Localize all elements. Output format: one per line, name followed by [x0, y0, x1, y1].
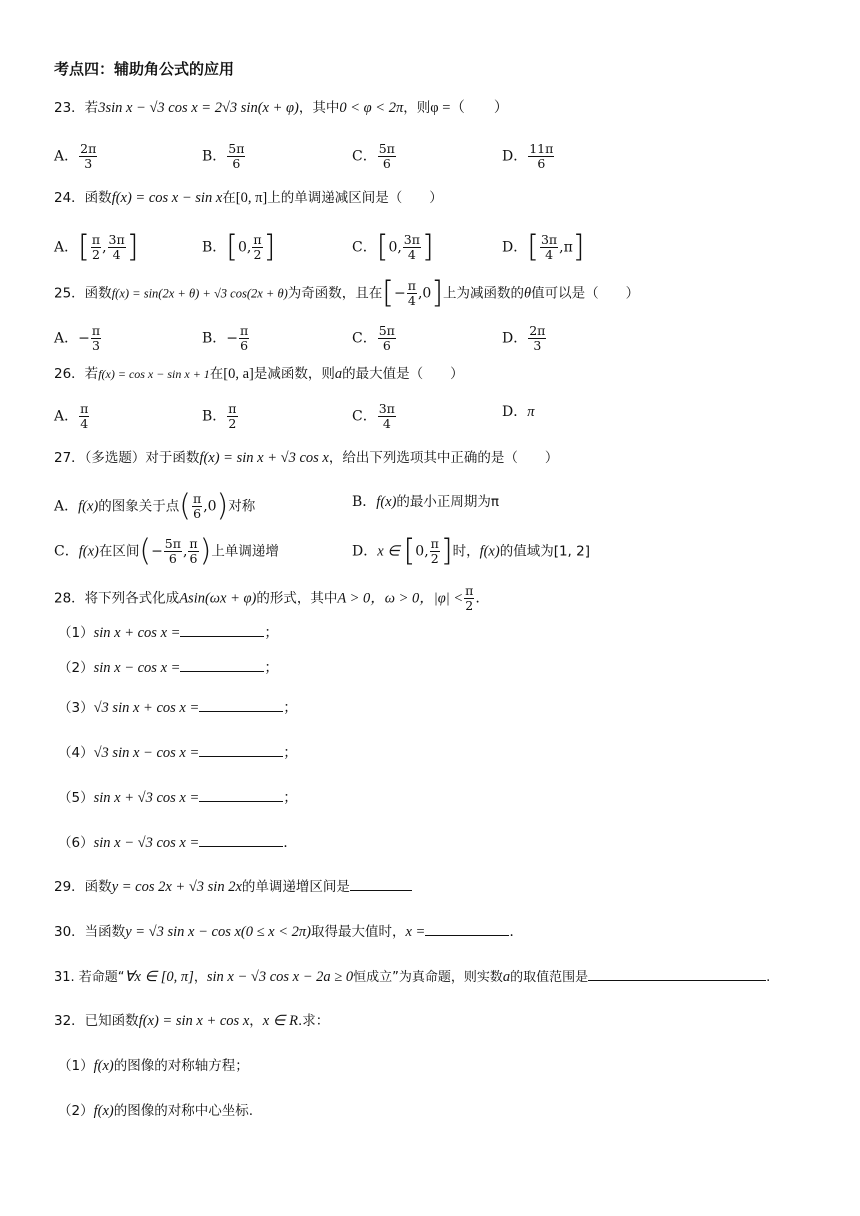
q26-option-b[interactable]: B． $\frac{\pi}{2}$ — [202, 401, 237, 431]
question-25-stem: 25．函数f(x) = sin(2x + θ) + √3 cos(2x + θ)为奇函数，且在[− $\frac{\pi}{4}$ ,0]上为减函数的θ值可以是（ ） — [54, 275, 640, 311]
q28-item-4: （4）√3 sin x − cos x = ； — [58, 742, 297, 763]
q27-option-b[interactable]: B．f(x)的最小正周期为π — [352, 494, 500, 510]
q24-option-d[interactable]: D．[ $\frac{3\pi}{4}$ ,π] — [502, 229, 585, 265]
q23-option-d[interactable]: D． $\frac{11\pi}{6}$ — [502, 141, 554, 171]
question-28-stem: 28．将下列各式化成Asin(ωx + φ)的形式，其中A > 0，ω > 0，|φ| < $\frac{\pi}{2}$ . — [54, 583, 480, 613]
answer-blank[interactable] — [199, 832, 283, 847]
q28-item-2: （2）sin x − cos x = ； — [58, 657, 278, 678]
q28-item-5: （5）sin x + √3 cos x = ； — [58, 787, 297, 808]
answer-blank[interactable] — [425, 921, 509, 936]
answer-blank[interactable] — [199, 742, 283, 757]
q23-option-b[interactable]: B． $\frac{5\pi}{6}$ — [202, 141, 245, 171]
question-27-stem: 27．（多选题）对于函数f(x) = sin x + √3 cos x，给出下列选项其中正确的是（ ） — [54, 450, 559, 466]
question-29-stem: 29．函数y = cos 2x + √3 sin 2x的单调递增区间是 — [54, 876, 412, 897]
q26-option-c[interactable]: C． $\frac{3\pi}{4}$ — [352, 401, 395, 431]
q32-part-1: （1）f(x)的图像的对称轴方程； — [58, 1058, 249, 1074]
q27-option-a[interactable]: A．f(x)的图象关于点( $\frac{\pi}{6}$ ,0)对称 — [54, 488, 256, 524]
answer-blank[interactable] — [180, 622, 264, 637]
q23-formula: 3sin x − √3 cos x = 2√3 sin(x + φ) — [98, 100, 299, 116]
answer-blank[interactable] — [350, 876, 412, 891]
q25-option-d[interactable]: D． $\frac{2\pi}{3}$ — [502, 323, 546, 353]
q25-option-a[interactable]: A．− $\frac{\pi}{3}$ — [54, 323, 101, 353]
section-title: 考点四：辅助角公式的应用 — [54, 60, 235, 78]
question-30-stem: 30．当函数y = √3 sin x − cos x(0 ≤ x < 2π)取得最大值时，x = . — [54, 921, 514, 942]
q23-option-c[interactable]: C． $\frac{5\pi}{6}$ — [352, 141, 395, 171]
answer-blank[interactable] — [588, 966, 766, 981]
question-32-stem: 32．已知函数f(x) = sin x + cos x，x ∈ R.求： — [54, 1013, 330, 1029]
q28-item-6: （6）sin x − √3 cos x = . — [58, 832, 288, 853]
answer-blank[interactable] — [199, 787, 283, 802]
q24-option-c[interactable]: C．[0, $\frac{3\pi}{4}$ ] — [352, 229, 434, 265]
q26-option-a[interactable]: A． $\frac{\pi}{4}$ — [54, 401, 89, 431]
q27-option-c[interactable]: C．f(x)在区间(− $\frac{5\pi}{6}$ , $\frac{\pi}{6}$ )上单调递增 — [54, 533, 279, 569]
q28-item-3: （3）√3 sin x + cos x = ； — [58, 697, 297, 718]
q25-option-b[interactable]: B．− $\frac{\pi}{6}$ — [202, 323, 249, 353]
q23-option-a[interactable]: A． $\frac{2\pi}{3}$ — [54, 141, 97, 171]
q25-option-c[interactable]: C． $\frac{5\pi}{6}$ — [352, 323, 395, 353]
question-23-stem: 23．若3sin x − √3 cos x = 2√3 sin(x + φ)，其中0 < φ < 2π，则φ =（ ） — [54, 100, 509, 116]
q24-option-b[interactable]: B．[0, $\frac{\pi}{2}$ ] — [202, 229, 276, 265]
q32-part-2: （2）f(x)的图像的对称中心坐标. — [58, 1103, 254, 1119]
question-24-stem: 24．函数f(x) = cos x − sin x在[0, π]上的单调递减区间是（ ） — [54, 190, 443, 206]
question-31-stem: 31. 若命题“∀x ∈ [0, π]，sin x − √3 cos x − 2a ≥ 0恒成立”为真命题，则实数a的取值范围是 . — [54, 966, 770, 988]
answer-blank[interactable] — [180, 657, 264, 672]
q24-option-a[interactable]: A．[ $\frac{\pi}{2}$ , $\frac{3\pi}{4}$ ] — [54, 229, 139, 265]
q27-option-d[interactable]: D．x ∈ [0, $\frac{\pi}{2}$ ]时，f(x)的值域为[1, 2] — [352, 533, 590, 569]
question-26-stem: 26．若f(x) = cos x − sin x + 1在[0, a]是减函数，则a的最大值是（ ） — [54, 366, 464, 382]
answer-blank[interactable] — [199, 697, 283, 712]
q26-option-d[interactable]: D．π — [502, 404, 535, 420]
q28-item-1: （1）sin x + cos x = ； — [58, 622, 278, 643]
